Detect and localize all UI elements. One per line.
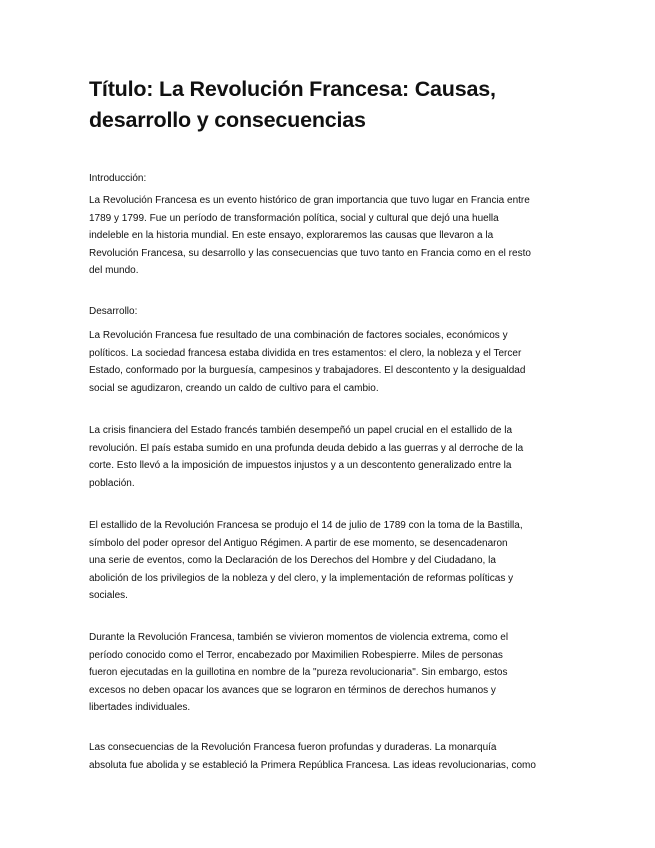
text-line: población. xyxy=(89,477,135,489)
text-line: Las consecuencias de la Revolución Francesa fueron profundas y duraderas. La monarquía xyxy=(89,742,497,753)
text-line: Revolución Francesa, su desarrollo y las consecuencias que tuvo tanto en Francia como en el resto xyxy=(89,247,531,259)
text-line: revolución. El país estaba sumido en una profunda deuda debido a las guerras y al derroche de la xyxy=(89,442,524,454)
paragraph-desarrollo-3 xyxy=(89,517,569,605)
paragraph-desarrollo-1 xyxy=(89,327,569,397)
title-line: Título: La Revolución Francesa: Causas, xyxy=(89,77,496,101)
text-line: La crisis financiera del Estado francés también desempeñó un papel crucial en el estallido de la xyxy=(89,425,513,436)
text-line: fueron ejecutadas en la guillotina en nombre de la "pureza revolucionaria". Sin embargo, estos xyxy=(89,667,508,679)
text-line: políticos. La sociedad francesa estaba dividida en tres estamentos: el clero, la nobleza y el Tercer xyxy=(89,347,522,359)
text-line: 1789 y 1799. Fue un período de transformación política, social y cultural que dejó una huella xyxy=(89,212,499,224)
text-line: Durante la Revolución Francesa, también se vivieron momentos de violencia extrema, como el xyxy=(89,632,509,643)
paragraph-desarrollo-5 xyxy=(89,739,569,774)
text-line: La Revolución Francesa fue resultado de una combinación de factores sociales, económicos y xyxy=(89,330,508,341)
title-line: desarrollo y consecuencias xyxy=(89,108,366,132)
text-line: símbolo del poder opresor del Antiguo Régimen. A partir de ese momento, se desencadenaron xyxy=(89,537,508,549)
text-line: social se agudizaron, creando un caldo de cultivo para el cambio. xyxy=(89,382,379,394)
text-line: corte. Esto llevó a la imposición de impuestos injustos y a un descontento generalizado entre la xyxy=(89,460,512,472)
paragraph-desarrollo-4 xyxy=(89,629,569,717)
document-title xyxy=(89,74,569,136)
text-line: Estado, conformado por la burguesía, campesinos y trabajadores. El descontento y la desigualdad xyxy=(89,365,526,377)
text-line: indeleble en la historia mundial. En este ensayo, exploraremos las causas que llevaron a la xyxy=(89,230,494,242)
text-line: una serie de eventos, como la Declaración de los Derechos del Hombre y del Ciudadano, la xyxy=(89,555,496,567)
text-line: abolición de los privilegios de la nobleza y del clero, y la implementación de reformas políticas y xyxy=(89,572,514,584)
text-line: del mundo. xyxy=(89,265,139,277)
text-line: La Revolución Francesa es un evento histórico de gran importancia que tuvo lugar en Francia entre xyxy=(89,195,530,206)
paragraph-introduccion xyxy=(89,192,569,280)
section-heading-introduccion: Introducción: xyxy=(89,173,147,184)
section-heading-desarrollo: Desarrollo: xyxy=(89,306,138,317)
text-line: excesos no deben opacar los avances que se lograron en términos de derechos humanos y xyxy=(89,684,496,696)
text-line: período conocido como el Terror, encabezado por Maximilien Robespierre. Miles de personas xyxy=(89,649,503,661)
text-line: libertades individuales. xyxy=(89,702,191,714)
text-line: sociales. xyxy=(89,590,128,602)
text-line: absoluta fue abolida y se estableció la Primera República Francesa. Las ideas revolucionarias, como xyxy=(89,759,536,771)
paragraph-desarrollo-2 xyxy=(89,422,569,492)
text-line: El estallido de la Revolución Francesa se produjo el 14 de julio de 1789 con la toma de la Bastilla, xyxy=(89,520,523,531)
